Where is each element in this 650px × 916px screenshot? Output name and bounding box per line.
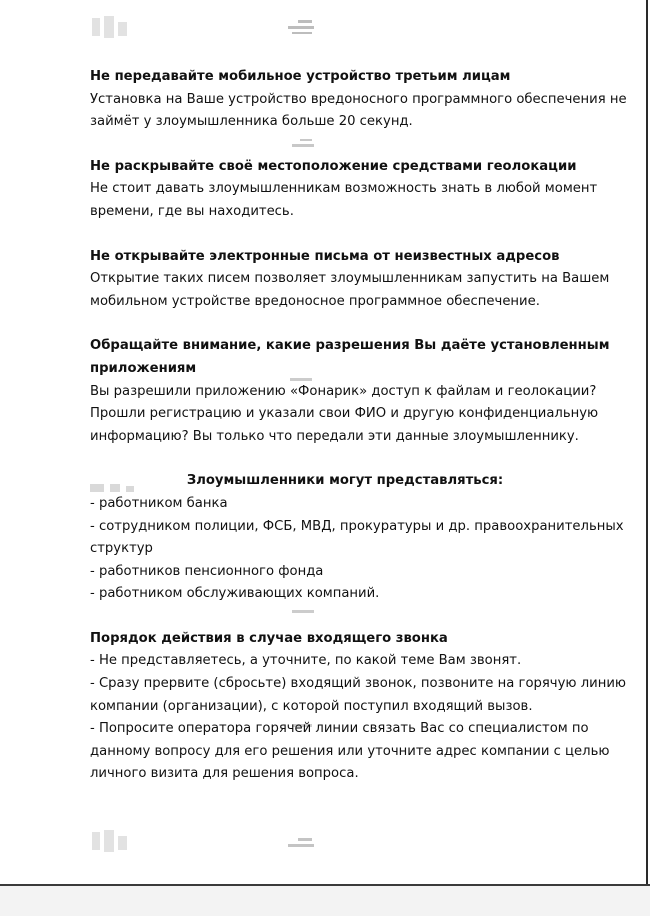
section-geolocation (90, 156, 600, 224)
scan-edge-bottom (0, 884, 650, 886)
list-item: - Не представляетесь, а уточните, по какой теме Вам звонят. (90, 653, 522, 669)
paragraph-line: Не стоит давать злоумышленникам возможность знать в любой момент (90, 181, 598, 197)
list-item: - Попросите оператора горячей линии связать Вас со специалистом по (90, 721, 589, 737)
list-item: - Сразу прервите (сбросьте) входящий звонок, позвоните на горячую линию (90, 676, 626, 692)
section-impersonation (90, 470, 624, 606)
section-heading: Злоумышленники могут представляться: (186, 473, 504, 489)
list-item: компании (организации), с которой поступил входящий вызов. (90, 698, 533, 714)
section-email (90, 246, 610, 314)
section-heading: Не раскрывайте своё местоположение средствами геолокации (90, 158, 577, 174)
bleed-through-mark-left-top (88, 12, 138, 46)
scan-edge-right (646, 0, 648, 916)
section-heading: Порядок действия в случае входящего звонка (90, 630, 448, 646)
list-item: данному вопросу для его решения или уточните адрес компании с целью (90, 743, 610, 759)
bleed-through-mark-center-top (284, 14, 324, 40)
bleed-through-mark-center-bottom (284, 832, 324, 856)
paragraph-line: Установка на Ваше устройство вредоносного программного обеспечения не (90, 91, 627, 107)
paragraph-line: информацию? Вы только что передали эти данные злоумышленнику. (90, 428, 579, 444)
section-heading: Обращайте внимание, какие разрешения Вы даёте установленным (90, 338, 610, 354)
paragraph-line: времени, где вы находитесь. (90, 203, 294, 219)
document-body (90, 66, 627, 786)
paragraph-line: Прошли регистрацию и указали свои ФИО и другую конфиденциальную (90, 406, 599, 422)
section-incoming-call (90, 628, 626, 786)
bleed-through-mark-left-bottom (88, 826, 138, 860)
scan-bottom-margin (0, 886, 650, 916)
list-item: - работником обслуживающих компаний. (90, 586, 380, 602)
section-heading: приложениям (90, 360, 197, 376)
list-item: - работников пенсионного фонда (90, 563, 324, 579)
paragraph-line: Открытие таких писем позволяет злоумышленникам запустить на Вашем (90, 271, 610, 287)
list-item: личного визита для решения вопроса. (90, 766, 359, 782)
section-heading: Не открывайте электронные письма от неизвестных адресов (90, 248, 560, 264)
paragraph-line: мобильном устройстве вредоносное программное обеспечение. (90, 293, 540, 309)
section-permissions (90, 335, 610, 448)
list-item: - работником банка (90, 495, 228, 511)
paragraph-line: Вы разрешили приложению «Фонарик» доступ к файлам и геолокации? (90, 383, 597, 399)
list-item: структур (90, 541, 153, 557)
section-device (90, 66, 627, 134)
list-item: - сотрудником полиции, ФСБ, МВД, прокуратуры и др. правоохранительных (90, 518, 624, 534)
paragraph-line: займёт у злоумышленника больше 20 секунд. (90, 114, 413, 130)
section-heading: Не передавайте мобильное устройство третьим лицам (90, 69, 511, 84)
